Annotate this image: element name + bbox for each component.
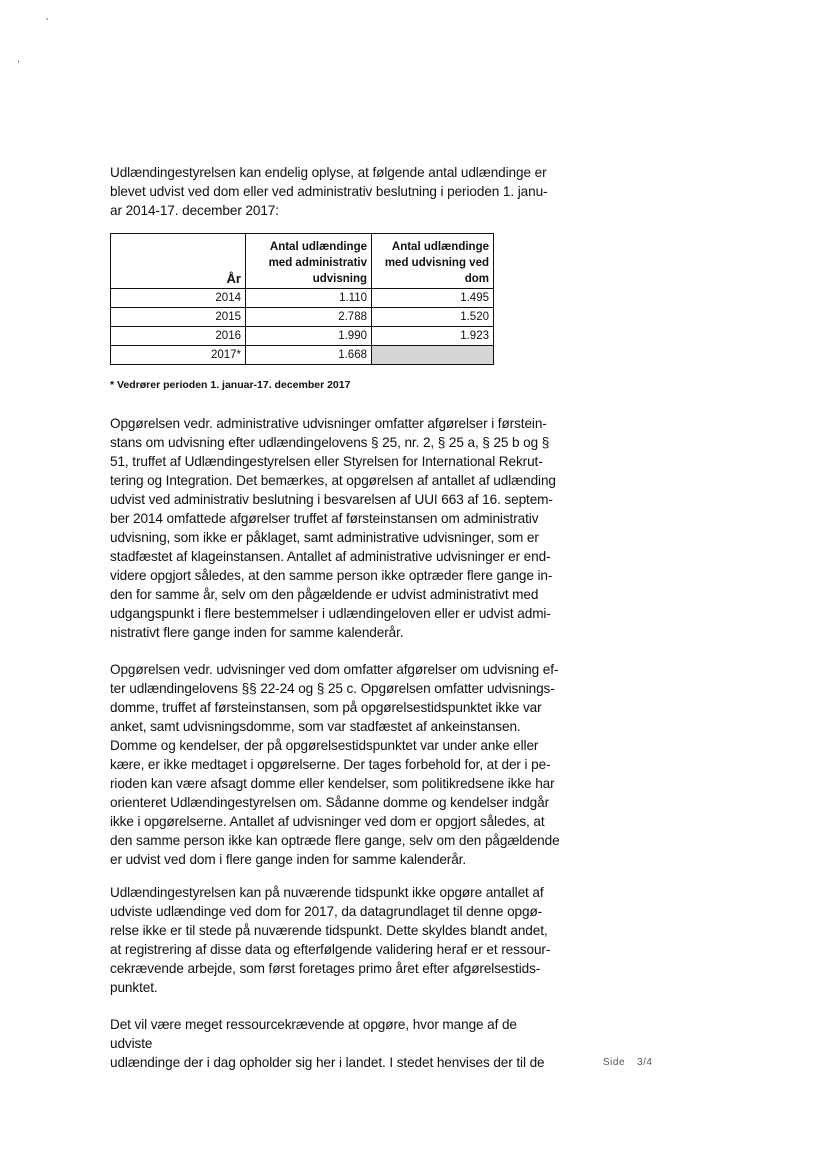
- cell-admin: 1.110: [246, 289, 372, 308]
- paragraph-admin-expulsions: Opgørelsen vedr. administrative udvisninger omfatter afgørelser i førstein- stans om udvisning efter udlændingelovens § 25, nr. 2, § 25 a, § 25 b og § 51, truffet af Udlændingestyrelsen eller Styrelsen for International Rekrut- tering og Integration. Det bemærkes, at opgørelsen af antallet af udlænding udvist ved administrativ beslutning i besvarelsen af UUI 663 af 16. septem- ber 2014 omfattede afgørelser truffet af førsteinstansen om administrativ udvisning, som ikke er påklaget, samt administrative udvisninger, som er stadfæstet af klageinstansen. Antallet af administrative udvisninger er end- videre opgjort således, at den samme person ikke optræder flere gange in- den for samme år, selv om den pågældende er udvist administrativt med udgangspunkt i flere bestemmelser i udlændingeloven eller er udvist admi- nistrativt flere gange inden for samme kalenderår.: [110, 416, 556, 640]
- page-value: 3/4: [637, 1057, 653, 1068]
- paragraph-court-expulsions: Opgørelsen vedr. udvisninger ved dom omfatter afgørelser om udvisning ef- ter udlændingelovens §§ 22-24 og § 25 c. Opgørelsen omfatter udvisnings- domme, truffet af førsteinstansen, som på opgørelsestidspunktet ikke var anket, samt udvisningsdomme, som var stadfæstet af ankeinstansen. Domme og kendelser, der på opgørelsestidspunktet var under anke eller kære, er ikke medtaget i opgørelserne. Der tages forbehold for, at der i pe- rioden kan være afsagt domme eller kendelser, som politikredsene ikke har orienteret Udlændingestyrelsen om. Sådanne domme og kendelser indgår ikke i opgørelserne. Antallet af udvisninger ved dom er opgjort således, at den samme person ikke kan optræde flere gange, selv om den pågældende er udvist ved dom i flere gange inden for samme kalenderår.: [110, 662, 560, 867]
- cell-admin: 1.990: [246, 327, 372, 346]
- cell-admin: 1.668: [246, 346, 372, 365]
- cell-court: 1.520: [372, 308, 494, 327]
- paragraph-2017-data: Udlændingestyrelsen kan på nuværende tidspunkt ikke opgøre antallet af udviste udlændinge ved dom for 2017, da datagrundlaget til denne opgø- relse ikke er til stede på nuværende tidspunkt. Dette skyldes blandt andet, at registrering af disse data og efterfølgende validering heraf er et ressour- cekrævende arbejde, som først foretages primo året efter afgørelsestids- punktet.: [110, 885, 551, 995]
- table-header-row: [111, 234, 494, 289]
- intro-paragraph: Udlændingestyrelsen kan endelig oplyse, at følgende antal udlændinge er blevet udvist ved dom eller ved administrativ beslutning i perioden 1. janu- ar 2014-17. december 2017:: [110, 165, 548, 218]
- scan-speck: [46, 18, 48, 20]
- cell-year: 2016: [111, 327, 246, 346]
- header-year: År: [111, 234, 246, 289]
- table-row: [111, 346, 494, 365]
- cell-court-shaded: [372, 346, 494, 365]
- page-label: Side: [603, 1057, 626, 1068]
- cell-admin: 2.788: [246, 308, 372, 327]
- cell-year: 2017*: [111, 346, 246, 365]
- table-row: [111, 327, 494, 346]
- cell-year: 2015: [111, 308, 246, 327]
- paragraph-residence: Det vil være meget ressourcekrævende at opgøre, hvor mange af de udviste udlændinge der i dag opholder sig her i landet. I stedet henvises der til de: [110, 1017, 545, 1070]
- page-number: [603, 1057, 652, 1068]
- header-admin: Antal udlændinge med administrativ udvisning: [246, 234, 372, 289]
- expulsion-table: [110, 233, 494, 365]
- cell-court: 1.923: [372, 327, 494, 346]
- table-row: [111, 289, 494, 308]
- table-row: [111, 308, 494, 327]
- table-footnote: * Vedrører perioden 1. januar-17. december 2017: [110, 379, 351, 391]
- scan-speck: [18, 60, 19, 63]
- cell-year: 2014: [111, 289, 246, 308]
- cell-court: 1.495: [372, 289, 494, 308]
- header-court: Antal udlændinge med udvisning ved dom: [372, 234, 494, 289]
